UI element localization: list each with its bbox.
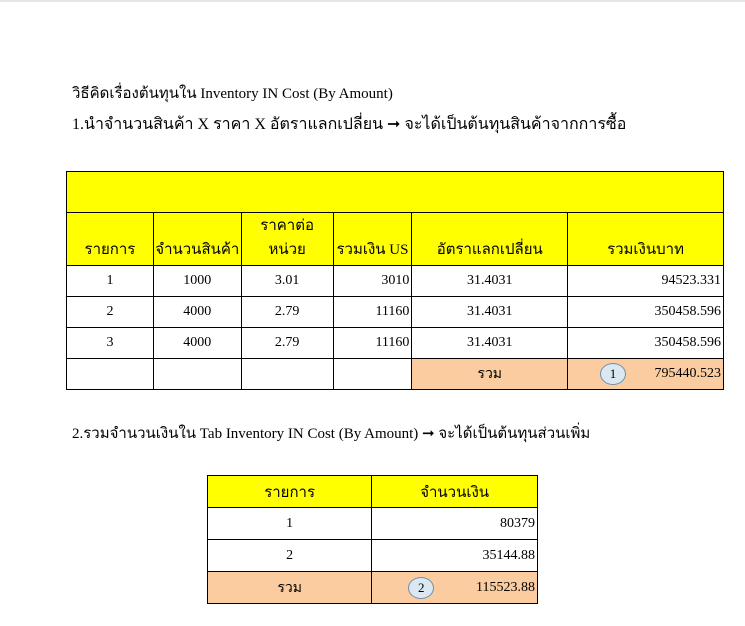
table-banner-row (67, 172, 724, 213)
cell-qty: 4000 (153, 297, 241, 328)
table-header-row (208, 476, 538, 508)
additional-cost-table (207, 475, 538, 604)
col-header-item: รายการ (208, 476, 372, 508)
total-label: รวม (208, 572, 372, 604)
table-row (67, 266, 724, 297)
callout-badge-2: 2 (408, 577, 434, 599)
total-thb-value: 795440.523 (654, 366, 721, 381)
table-row (67, 328, 724, 359)
step1-instruction: 1.นำจำนวนสินค้า X ราคา X อัตราแลกเปลี่ยน ➞ จะได้เป็นต้นทุนสินค้าจากการซื้อ (72, 116, 627, 133)
cell-exchange-rate: 31.4031 (412, 328, 568, 359)
cell-total-us: 3010 (333, 266, 412, 297)
table-header-row (67, 213, 724, 266)
cell-total-us: 11160 (333, 328, 412, 359)
cell-qty: 4000 (153, 328, 241, 359)
total-label: รวม (412, 359, 568, 390)
total-thb-cell (568, 359, 724, 390)
empty-cell (241, 359, 333, 390)
cell-qty: 1000 (153, 266, 241, 297)
table-row (208, 540, 538, 572)
top-divider (0, 0, 745, 2)
cell-amount: 80379 (372, 508, 538, 540)
col-header-item: รายการ (67, 213, 154, 266)
empty-cell (67, 359, 154, 390)
cell-unit-price: 3.01 (241, 266, 333, 297)
col-header-total-thb: รวมเงินบาท (568, 213, 724, 266)
col-header-amount: จำนวนเงิน (372, 476, 538, 508)
callout-badge-1: 1 (600, 363, 626, 385)
cell-total-us: 11160 (333, 297, 412, 328)
cell-exchange-rate: 31.4031 (412, 266, 568, 297)
table-row (67, 297, 724, 328)
total-row (67, 359, 724, 390)
cell-item: 2 (67, 297, 154, 328)
total-row (208, 572, 538, 604)
cell-item: 3 (67, 328, 154, 359)
col-header-qty: จำนวนสินค้า (153, 213, 241, 266)
cell-unit-price: 2.79 (241, 297, 333, 328)
col-header-exchange-rate: อัตราแลกเปลี่ยน (412, 213, 568, 266)
step2-instruction: 2.รวมจำนวนเงินใน Tab Inventory IN Cost (By Amount) ➞ จะได้เป็นต้นทุนส่วนเพิ่ม (72, 426, 591, 442)
empty-cell (333, 359, 412, 390)
col-header-unit-price: ราคาต่อหน่วย (241, 213, 333, 266)
table-row (208, 508, 538, 540)
purchase-cost-table (66, 171, 724, 390)
cell-item: 1 (208, 508, 372, 540)
cell-item: 1 (67, 266, 154, 297)
cell-amount: 35144.88 (372, 540, 538, 572)
cell-unit-price: 2.79 (241, 328, 333, 359)
table-banner (67, 172, 724, 213)
cell-item: 2 (208, 540, 372, 572)
total-amount-cell (372, 572, 538, 604)
col-header-total-us: รวมเงิน US (333, 213, 412, 266)
cell-total-thb: 94523.331 (568, 266, 724, 297)
empty-cell (153, 359, 241, 390)
cell-total-thb: 350458.596 (568, 297, 724, 328)
cell-total-thb: 350458.596 (568, 328, 724, 359)
total-amount-value: 115523.88 (476, 579, 535, 595)
cell-exchange-rate: 31.4031 (412, 297, 568, 328)
intro-heading: วิธีคิดเรื่องต้นทุนใน Inventory IN Cost (By Amount) (72, 86, 393, 102)
